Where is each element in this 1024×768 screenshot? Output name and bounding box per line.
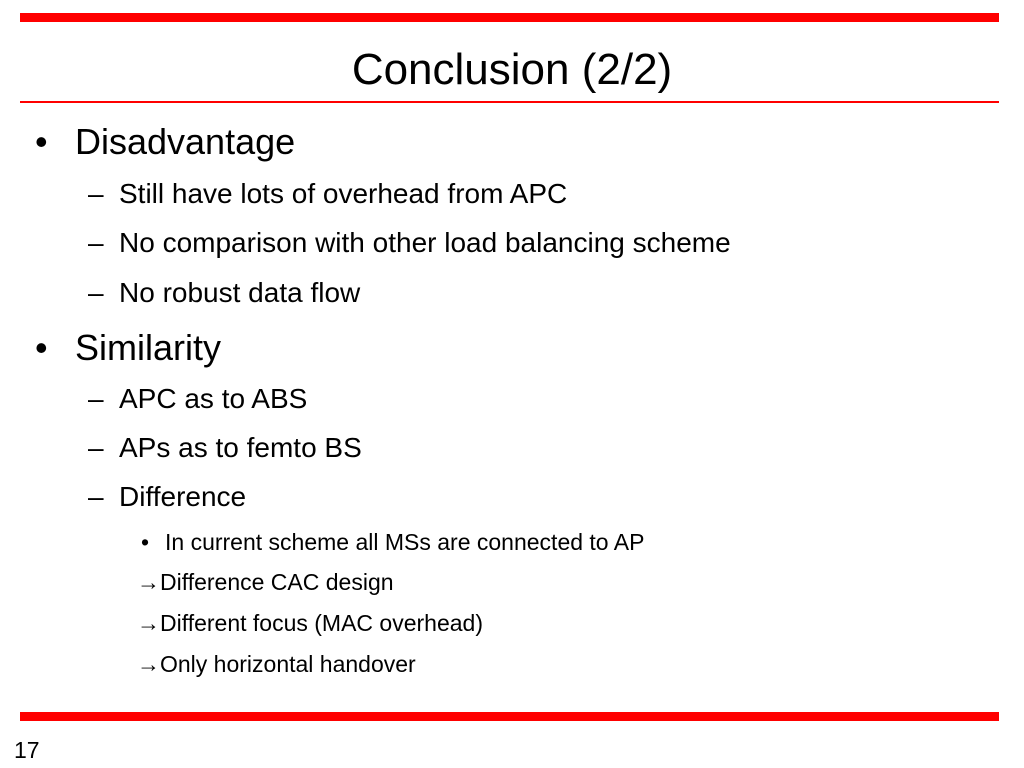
title-divider bbox=[20, 101, 999, 103]
sub-item-text: No robust data flow bbox=[119, 277, 361, 308]
bullet-marker: • bbox=[141, 529, 150, 555]
sub-item bbox=[88, 276, 360, 310]
bullet-text: Disadvantage bbox=[75, 121, 296, 162]
bullet-disadvantage bbox=[35, 121, 295, 163]
arrow-item bbox=[137, 609, 483, 637]
dash-marker: – bbox=[88, 178, 104, 209]
bullet-similarity bbox=[35, 327, 221, 369]
dash-marker: – bbox=[88, 383, 104, 414]
dash-marker: – bbox=[88, 481, 104, 512]
arrow-right-icon: → bbox=[137, 651, 160, 677]
slide-number: 17 bbox=[14, 737, 40, 763]
sub-item bbox=[88, 431, 362, 465]
top-accent-bar bbox=[20, 13, 999, 22]
sub-item bbox=[88, 382, 307, 416]
sub-item-text: Still have lots of overhead from APC bbox=[119, 178, 568, 209]
sub-item bbox=[88, 480, 246, 514]
slide-title: Conclusion (2/2) bbox=[351, 45, 673, 94]
dash-marker: – bbox=[88, 277, 104, 308]
arrow-item-text: Different focus (MAC overhead) bbox=[160, 610, 483, 636]
arrow-right-icon: → bbox=[137, 610, 160, 636]
dash-marker: – bbox=[88, 227, 104, 258]
arrow-right-icon: → bbox=[137, 569, 160, 595]
dash-marker: – bbox=[88, 432, 104, 463]
bullet-text: Similarity bbox=[75, 327, 222, 368]
sub-item-text: APC as to ABS bbox=[119, 383, 308, 414]
sub-item bbox=[88, 226, 731, 260]
sub-item bbox=[88, 177, 567, 211]
arrow-item bbox=[137, 650, 416, 678]
sub-sub-item bbox=[141, 528, 644, 556]
arrow-item bbox=[137, 568, 394, 596]
sub-sub-item-text: In current scheme all MSs are connected to AP bbox=[165, 529, 645, 555]
arrow-item-text: Difference CAC design bbox=[160, 569, 394, 595]
sub-item-text: Difference bbox=[119, 481, 247, 512]
bottom-accent-bar bbox=[20, 712, 999, 721]
bullet-marker: • bbox=[35, 327, 48, 368]
sub-item-text: APs as to femto BS bbox=[119, 432, 362, 463]
sub-item-text: No comparison with other load balancing scheme bbox=[119, 227, 731, 258]
arrow-item-text: Only horizontal handover bbox=[160, 651, 416, 677]
bullet-marker: • bbox=[35, 121, 48, 162]
